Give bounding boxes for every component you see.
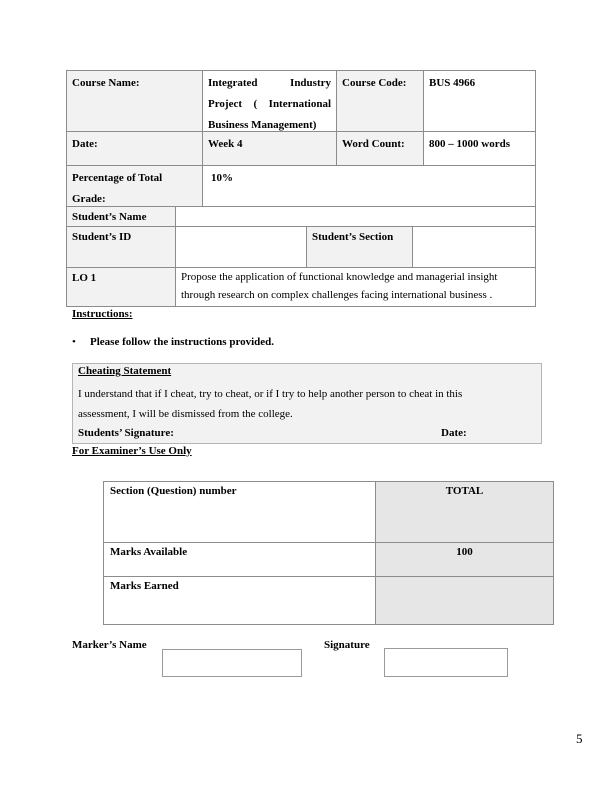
marker-name-label: Marker’s Name [72, 639, 147, 651]
word-count-value-cell [423, 131, 536, 166]
lo-label-cell [66, 267, 176, 307]
marker-name-field[interactable] [162, 649, 302, 677]
percentage-label-line-1: Percentage of Total [72, 172, 163, 184]
word-count-label: Word Count: [342, 138, 405, 150]
course-name-line-3: Business Management) [208, 119, 317, 131]
student-name-label: Student’s Name [72, 211, 147, 223]
student-name-label-cell [66, 206, 176, 227]
cheating-date-label: Date: [441, 427, 467, 439]
course-code-label-cell [336, 70, 424, 132]
lo-text-cell [175, 267, 536, 307]
word-count-label-cell [336, 131, 424, 166]
cheating-heading: Cheating Statement [78, 365, 172, 377]
course-name-value-cell [202, 70, 337, 132]
page-number: 5 [576, 731, 583, 746]
marks-available-label: Marks Available [110, 546, 188, 558]
marks-earned-total-field[interactable] [375, 576, 554, 625]
marks-available-total: 100 [456, 546, 473, 558]
student-section-label: Student’s Section [312, 231, 394, 243]
course-code-value: BUS 4966 [429, 77, 476, 89]
date-label: Date: [72, 138, 98, 150]
total-header-cell [375, 481, 554, 543]
lo-text-line-1: Propose the application of functional knowledge and managerial insight [181, 271, 498, 283]
students-signature-label: Students’ Signature: [78, 427, 174, 439]
student-section-field[interactable] [412, 226, 536, 268]
course-name-line-2: Project ( International [208, 98, 331, 110]
cheating-statement-box [72, 363, 542, 444]
student-section-label-cell [306, 226, 413, 268]
lo-label: LO 1 [72, 272, 97, 284]
date-label-cell [66, 131, 203, 166]
percentage-label-line-2: Grade: [72, 193, 106, 205]
marks-available-total-cell [375, 542, 554, 577]
marks-earned-label-cell [103, 576, 376, 625]
marks-earned-label: Marks Earned [110, 580, 179, 592]
word-count-value: 800 – 1000 words [429, 138, 510, 150]
course-code-label: Course Code: [342, 77, 407, 89]
instruction-item: Please follow the instructions provided. [90, 336, 275, 348]
section-number-label: Section (Question) number [110, 485, 237, 497]
course-name-label-cell [66, 70, 203, 132]
examiner-heading: For Examiner’s Use Only [72, 445, 192, 457]
instructions-heading: Instructions: [72, 308, 133, 320]
percentage-label-cell [66, 165, 203, 207]
signature-field[interactable] [384, 648, 508, 677]
date-value-cell [202, 131, 337, 166]
bullet-icon: • [72, 336, 76, 348]
section-number-label-cell [103, 481, 376, 543]
percentage-value: 10% [211, 172, 233, 184]
course-name-label: Course Name: [72, 77, 140, 89]
student-id-label: Student’s ID [72, 231, 132, 243]
cheating-line-1: I understand that if I cheat, try to cheat, or if I try to help another person to cheat in this [78, 388, 463, 400]
date-value: Week 4 [208, 138, 243, 150]
marks-available-label-cell [103, 542, 376, 577]
total-label: TOTAL [445, 485, 484, 497]
percentage-value-cell [202, 165, 536, 207]
student-name-field[interactable] [175, 206, 536, 227]
lo-text-line-2: through research on complex challenges facing international business . [181, 289, 493, 301]
course-code-value-cell [423, 70, 536, 132]
student-id-label-cell [66, 226, 176, 268]
signature-label: Signature [324, 639, 370, 651]
cheating-line-2: assessment, I will be dismissed from the college. [78, 408, 293, 420]
student-id-field[interactable] [175, 226, 307, 268]
course-name-line-1: Integrated Industry [208, 77, 331, 89]
